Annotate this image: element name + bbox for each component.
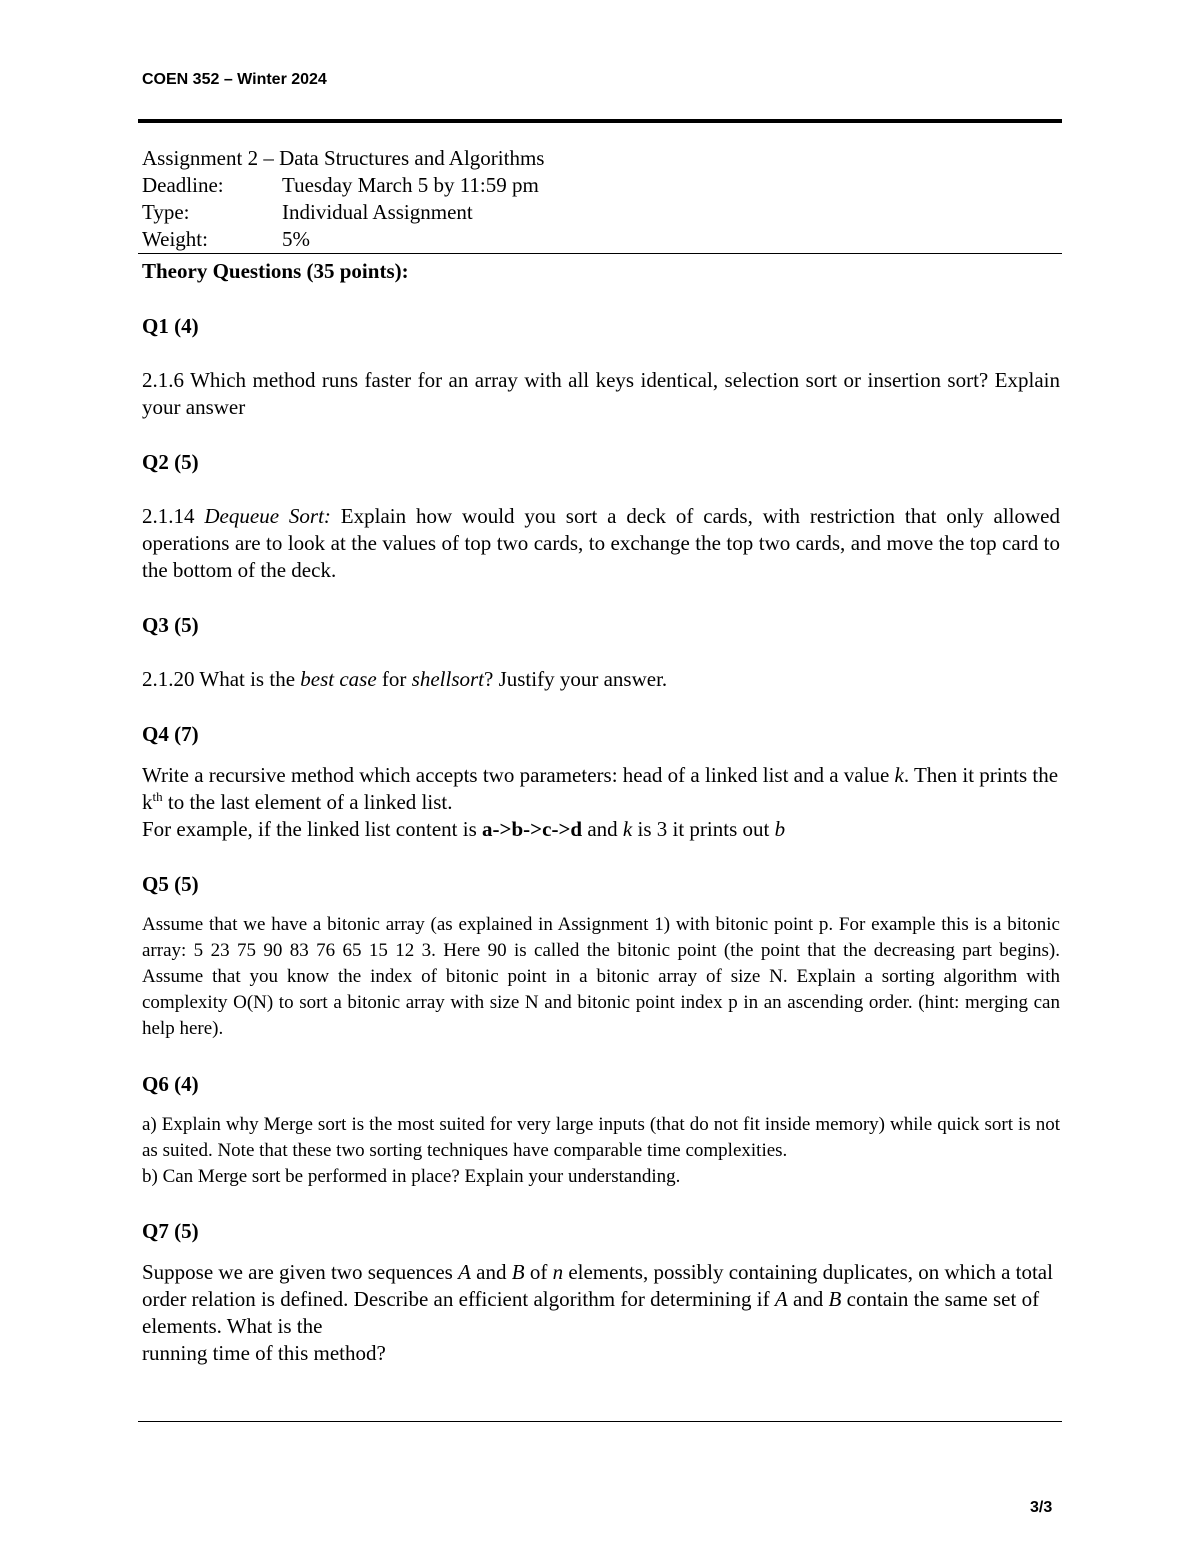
q4-line2-c: is 3 it prints out xyxy=(632,817,775,841)
page-number: 3/3 xyxy=(1030,1499,1053,1516)
q4-line2-b: and xyxy=(582,817,623,841)
q7-n: n xyxy=(552,1260,564,1284)
q4-line1-c: to the last element of a linked list. xyxy=(162,790,453,814)
q1-heading: Q1 (4) xyxy=(142,314,199,338)
q4-heading: Q4 (7) xyxy=(142,722,199,746)
q3-part1: 2.1.20 What is the xyxy=(142,667,301,691)
q7-text xyxy=(142,1259,1060,1367)
q6-heading: Q6 (4) xyxy=(142,1072,199,1096)
weight-row xyxy=(142,226,1062,253)
q4-line1-b: . Then it prints the k xyxy=(142,763,1059,814)
q4-list: a->b->c->d xyxy=(482,817,583,841)
q7-B2: B xyxy=(828,1287,842,1311)
q3-part2: for xyxy=(376,667,412,691)
q4-line1-a: Write a recursive method which accepts two parameters: head of a linked list and a value xyxy=(142,763,895,787)
q5-text: Assume that we have a bitonic array (as explained in Assignment 1) with bitonic point p. For example this is a bitonic array: 5 23 75 90 83 76 65 15 12 3. Here 90 is called the bitonic point (the point that the decreasing part begins). Assume that you know the index of bitonic point in a bitonic array of size N. Explain a sorting algorithm with complexity O(N) to sort a bitonic array with size N and bitonic point index p in an ascending order. (hint: merging can help here). xyxy=(142,914,1060,1039)
q4-out: b xyxy=(774,817,786,841)
q5-heading: Q5 (5) xyxy=(142,872,199,896)
header-rule xyxy=(138,119,1062,123)
section-title: Theory Questions (35 points): xyxy=(142,259,409,283)
q7-t7: running time of this method? xyxy=(142,1341,386,1365)
weight-label: Weight: xyxy=(142,227,208,251)
meta-rule xyxy=(138,253,1062,254)
q7-t3: of xyxy=(524,1260,553,1284)
q4-k2: k xyxy=(622,817,633,841)
q7-t6: contain the same set of elements. What is the xyxy=(142,1287,1040,1338)
q7-A: A xyxy=(458,1260,471,1284)
deadline-row xyxy=(142,172,1062,199)
type-value: Individual Assignment xyxy=(282,200,473,224)
assignment-meta xyxy=(142,145,1062,253)
q7-B: B xyxy=(511,1260,525,1284)
q7-t2: and xyxy=(470,1260,512,1284)
q4-sup-th: th xyxy=(152,789,163,804)
q3-em-shellsort: shellsort xyxy=(411,667,485,691)
footer-rule xyxy=(138,1421,1062,1422)
q7-t5: and xyxy=(787,1287,829,1311)
q2-term: Dequeue Sort: xyxy=(204,504,331,528)
type-label: Type: xyxy=(142,200,190,224)
assignment-title: Assignment 2 – Data Structures and Algorithms xyxy=(142,146,545,170)
deadline-label: Deadline: xyxy=(142,173,224,197)
q7-t1: Suppose we are given two sequences xyxy=(142,1260,459,1284)
q4-line2 xyxy=(142,816,1060,843)
q4-line1 xyxy=(142,762,1060,816)
q1-text: 2.1.6 Which method runs faster for an array with all keys identical, selection sort or insertion sort? Explain your answer xyxy=(142,368,1060,419)
q2-heading: Q2 (5) xyxy=(142,450,199,474)
q7-t4: elements, possibly containing duplicates, on which a total order relation is defined. Describe an efficient algorithm for determining if xyxy=(142,1260,1053,1311)
q3-text xyxy=(142,666,1060,693)
q2-text xyxy=(142,503,1060,584)
q3-em-best-case: best case xyxy=(300,667,377,691)
deadline-value: Tuesday March 5 by 11:59 pm xyxy=(282,173,539,197)
running-header: COEN 352 – Winter 2024 xyxy=(142,71,327,88)
q4-line2-a: For example, if the linked list content is xyxy=(142,817,483,841)
q3-part3: ? Justify your answer. xyxy=(484,667,668,691)
q2-body: Explain how would you sort a deck of cards, with restriction that only allowed operations are to look at the values of top two cards, to exchange the top two cards, and move the top card to the bottom of the deck. xyxy=(142,504,1060,582)
q4-k: k xyxy=(894,763,904,787)
weight-value: 5% xyxy=(282,227,310,251)
type-row xyxy=(142,199,1062,226)
q6-part-a: a) Explain why Merge sort is the most suited for very large inputs (that do not fit inside memory) while quick sort is not as suited. Note that these two sorting techniques have comparable time complexities. xyxy=(142,1114,1060,1161)
q7-heading: Q7 (5) xyxy=(142,1219,199,1243)
q3-heading: Q3 (5) xyxy=(142,613,199,637)
q7-A2: A xyxy=(774,1287,788,1311)
questions-body xyxy=(142,257,1060,1367)
q6-part-b: b) Can Merge sort be performed in place? Explain your understanding. xyxy=(142,1166,681,1187)
q2-prefix: 2.1.14 xyxy=(142,504,205,528)
